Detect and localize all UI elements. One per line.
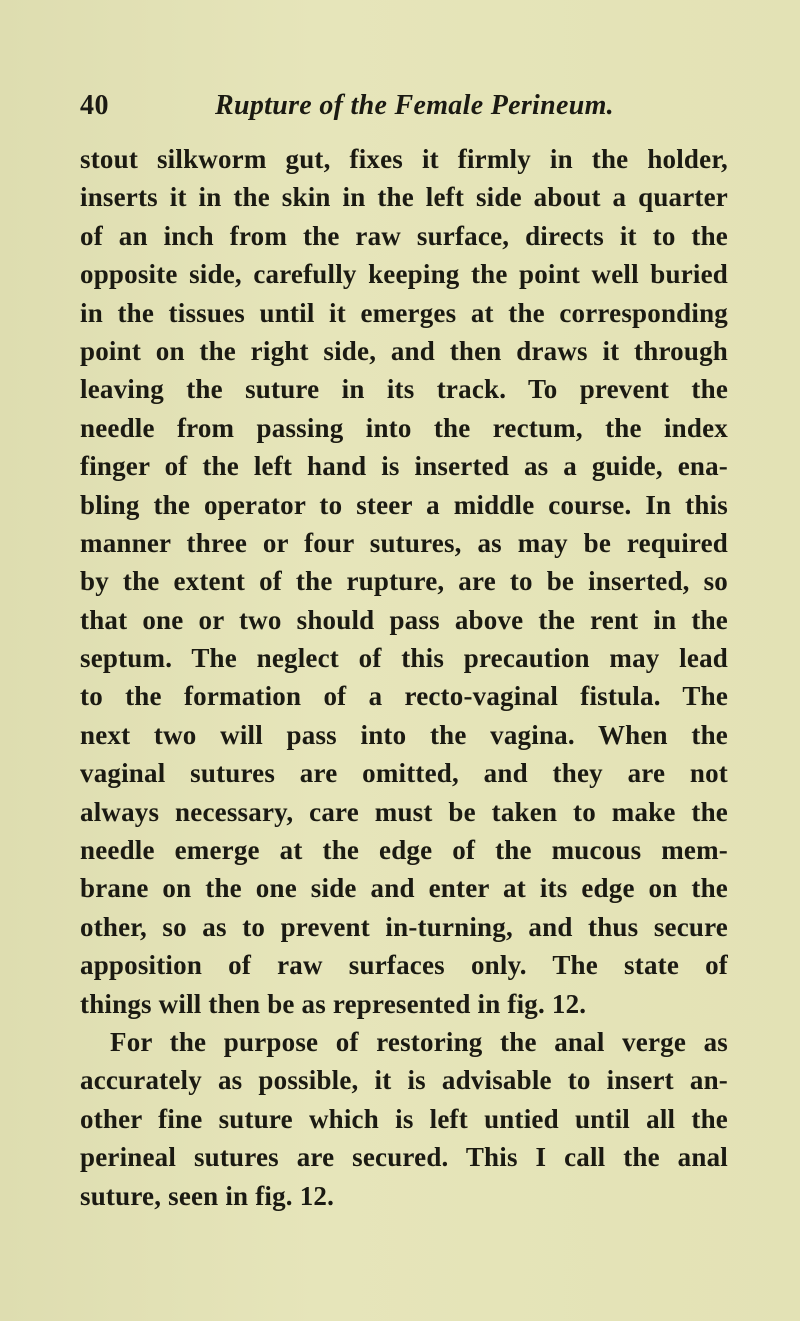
page-header bbox=[80, 90, 730, 130]
running-title: Rupture of the Female Perineum. bbox=[215, 90, 614, 121]
text-line: of an inch from the raw surface, directs it to the bbox=[80, 220, 728, 251]
text-line: manner three or four sutures, as may be required bbox=[80, 527, 728, 558]
text-line: other fine suture which is left untied until all the bbox=[80, 1103, 728, 1134]
text-line: leaving the suture in its track. To prevent the bbox=[80, 374, 728, 405]
text-line: other, so as to prevent in-turning, and thus secure bbox=[80, 911, 728, 942]
text-line: finger of the left hand is inserted as a guide, ena- bbox=[80, 451, 728, 482]
text-line: apposition of raw surfaces only. The state of bbox=[80, 950, 728, 981]
text-line: suture, seen in fig. 12. bbox=[80, 1180, 335, 1211]
text-line: stout silkworm gut, fixes it firmly in the holder, bbox=[80, 144, 728, 174]
text-line: accurately as possible, it is advisable to insert an- bbox=[80, 1065, 728, 1096]
text-line: septum. The neglect of this precaution may lead bbox=[80, 643, 728, 674]
text-line: perineal sutures are secured. This I call the anal bbox=[80, 1142, 728, 1173]
text-line: always necessary, care must be taken to make the bbox=[80, 796, 728, 827]
text-line: to the formation of a recto-vaginal fistula. The bbox=[80, 681, 728, 712]
text-line: that one or two should pass above the rent in the bbox=[80, 604, 728, 635]
text-line: by the extent of the rupture, are to be inserted, so bbox=[80, 566, 728, 597]
text-line: needle from passing into the rectum, the index bbox=[80, 412, 728, 443]
text-line: brane on the one side and enter at its edge on the bbox=[80, 873, 728, 904]
text-line: For the purpose of restoring the anal verge as bbox=[110, 1026, 728, 1057]
text-line: things will then be as represented in fig. 12. bbox=[80, 988, 587, 1019]
text-line: inserts it in the skin in the left side about a quarter bbox=[80, 182, 728, 213]
text-line: next two will pass into the vagina. When the bbox=[80, 719, 728, 750]
page-number: 40 bbox=[80, 90, 109, 121]
text-line: needle emerge at the edge of the mucous mem- bbox=[80, 835, 728, 866]
text-line: vaginal sutures are omitted, and they are not bbox=[80, 758, 728, 789]
text-line: opposite side, carefully keeping the point well buried bbox=[80, 259, 728, 290]
text-line: in the tissues until it emerges at the corresponding bbox=[80, 297, 728, 328]
text-line: bling the operator to steer a middle course. In this bbox=[80, 489, 728, 520]
body-text bbox=[80, 140, 728, 1215]
text-line: point on the right side, and then draws it through bbox=[80, 335, 728, 366]
